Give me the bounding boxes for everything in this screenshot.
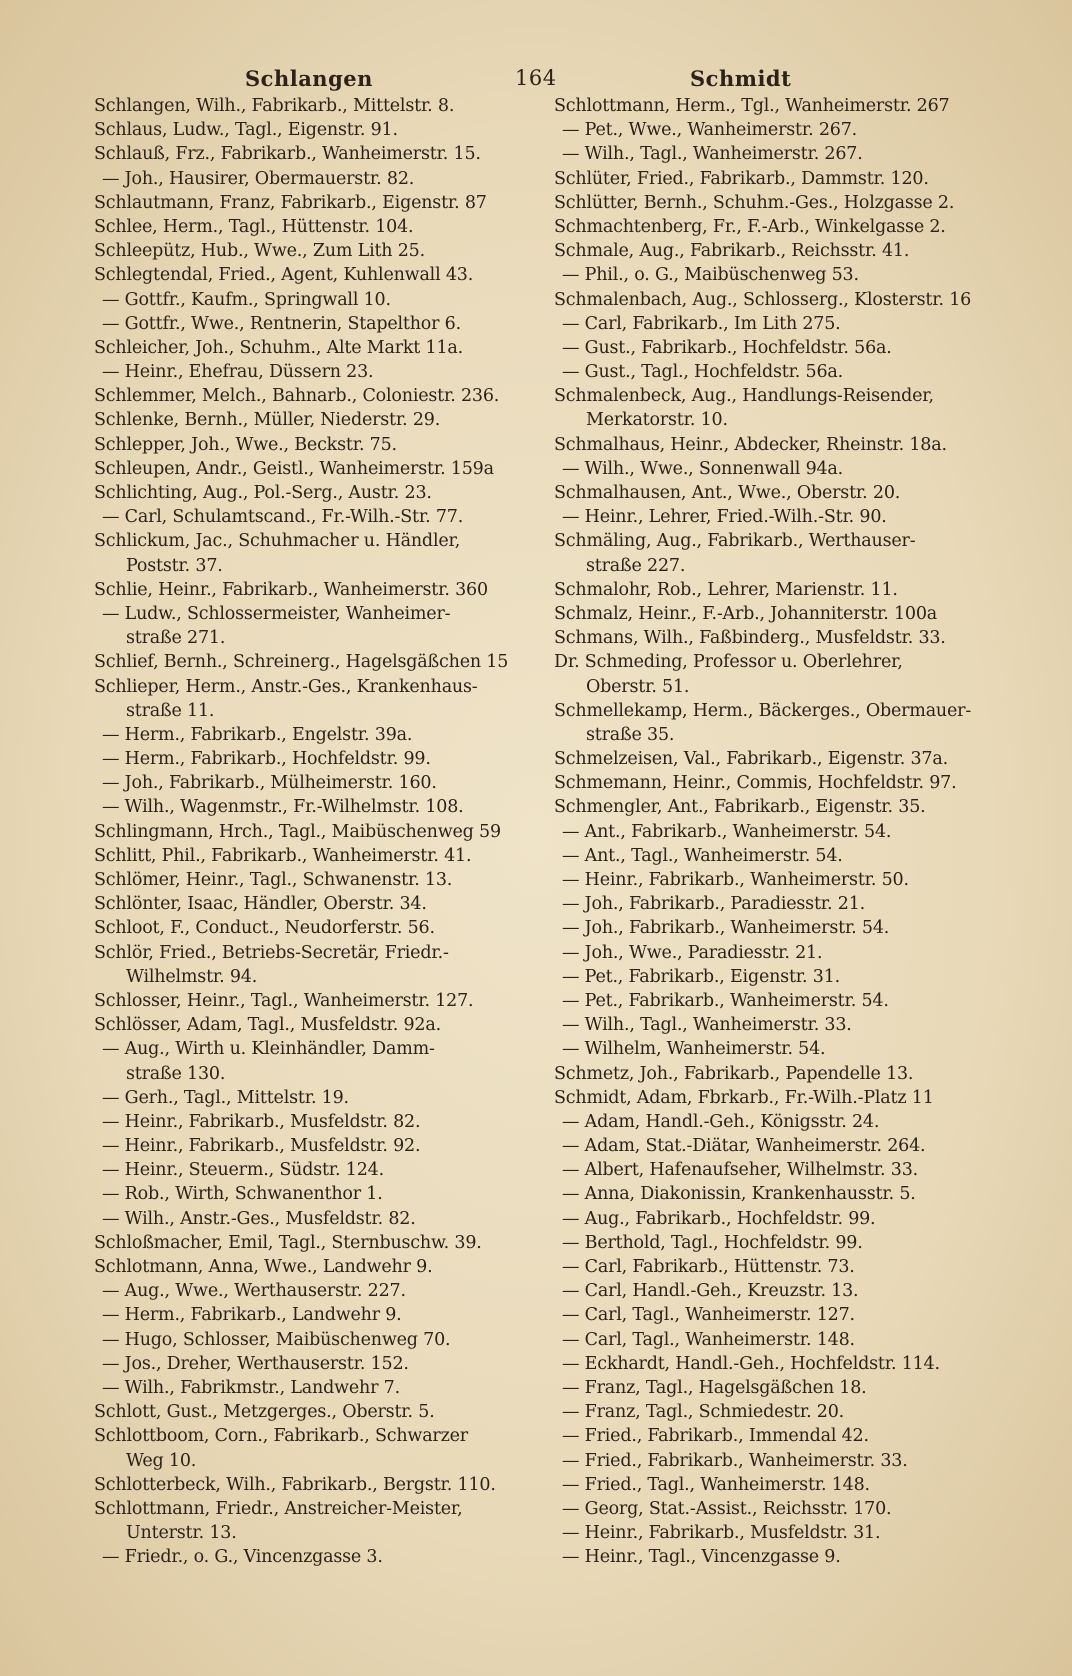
directory-entry: — Georg, Stat.-Assist., Reichsstr. 170. xyxy=(562,1498,892,1519)
directory-entry: Schlangen, Wilh., Fabrikarb., Mittelstr. 8. xyxy=(94,96,455,116)
directory-entry: — Jos., Dreher, Werthauserstr. 152. xyxy=(102,1353,409,1374)
directory-entry: — Heinr., Fabrikarb., Wanheimerstr. 50. xyxy=(562,870,909,890)
directory-entry: — Wilh., Wagenmstr., Fr.-Wilhelmstr. 108. xyxy=(102,797,464,818)
directory-entry: — Pet., Fabrikarb., Wanheimerstr. 54. xyxy=(562,990,889,1011)
directory-entry: Schmelzeisen, Val., Fabrikarb., Eigenstr. 37a. xyxy=(554,749,948,770)
directory-entry: — Adam, Stat.-Diätar, Wanheimerstr. 264. xyxy=(562,1136,926,1157)
directory-entry: — Heinr., Steuerm., Südstr. 124. xyxy=(102,1160,384,1181)
directory-entry: Schmengler, Ant., Fabrikarb., Eigenstr. 35. xyxy=(554,797,926,818)
directory-entry: Schlottboom, Corn., Fabrikarb., Schwarzer xyxy=(94,1426,468,1447)
directory-entry: Schmidt, Adam, Fbrkarb., Fr.-Wilh.-Platz 11 xyxy=(554,1087,934,1108)
directory-entry: — Heinr., Ehefrau, Düssern 23. xyxy=(102,362,374,383)
directory-entry-continuation: straße 11. xyxy=(126,700,215,721)
directory-entry: Schmellekamp, Herm., Bäckerges., Obermauer- xyxy=(554,700,972,721)
directory-entry: Schlütter, Bernh., Schuhm.-Ges., Holzgasse 2. xyxy=(554,192,955,213)
directory-entry: Schlepper, Joh., Wwe., Beckstr. 75. xyxy=(94,434,397,455)
directory-entry-continuation: straße 227. xyxy=(586,555,686,576)
directory-entry: — Adam, Handl.-Geh., Königsstr. 24. xyxy=(562,1111,880,1132)
directory-entry: Schlautmann, Franz, Fabrikarb., Eigenstr. 87 xyxy=(94,192,487,213)
directory-entry: — Aug., Wwe., Werthauserstr. 227. xyxy=(102,1281,406,1302)
left-column xyxy=(94,94,534,1569)
directory-entry: Schlotmann, Anna, Wwe., Landwehr 9. xyxy=(94,1257,433,1277)
directory-entry: Schlaus, Ludw., Tagl., Eigenstr. 91. xyxy=(94,120,398,141)
directory-entry: — Fried., Fabrikarb., Wanheimerstr. 33. xyxy=(562,1450,908,1471)
directory-entry: Schmalohr, Rob., Lehrer, Marienstr. 11. xyxy=(554,579,898,600)
directory-entry: — Gottfr., Wwe., Rentnerin, Stapelthor 6. xyxy=(102,313,461,334)
directory-entry: — Franz, Tagl., Schmiedestr. 20. xyxy=(562,1402,845,1423)
directory-entry: Schloot, F., Conduct., Neudorferstr. 56. xyxy=(94,918,435,939)
directory-entry: — Heinr., Lehrer, Fried.-Wilh.-Str. 90. xyxy=(562,507,887,528)
directory-entry: Schlickum, Jac., Schuhmacher u. Händler, xyxy=(94,531,461,552)
directory-entry: — Fried., Fabrikarb., Immendal 42. xyxy=(562,1426,869,1447)
directory-entry: — Carl, Fabrikarb., Hüttenstr. 73. xyxy=(562,1257,855,1277)
directory-entry: — Gust., Tagl., Hochfeldstr. 56a. xyxy=(562,362,843,383)
directory-entry: Schmäling, Aug., Fabrikarb., Werthauser- xyxy=(554,531,916,552)
directory-entry: — Carl, Schulamtscand., Fr.-Wilh.-Str. 77. xyxy=(102,507,464,528)
directory-entry: — Fried., Tagl., Wanheimerstr. 148. xyxy=(562,1474,870,1495)
directory-entry: — Pet., Wwe., Wanheimerstr. 267. xyxy=(562,120,857,141)
directory-entry: Schmetz, Joh., Fabrikarb., Papendelle 13. xyxy=(554,1063,914,1084)
directory-entry: — Joh., Fabrikarb., Paradiesstr. 21. xyxy=(562,894,865,915)
directory-entry: — Albert, Hafenaufseher, Wilhelmstr. 33. xyxy=(562,1160,918,1181)
directory-entry: — Rob., Wirth, Schwanenthor 1. xyxy=(102,1184,383,1205)
directory-entry: — Joh., Fabrikarb., Wanheimerstr. 54. xyxy=(562,918,890,939)
directory-entry-continuation: Merkatorstr. 10. xyxy=(586,410,728,431)
directory-entry: — Ludw., Schlossermeister, Wanheimer- xyxy=(102,603,451,624)
directory-entry: Schlotterbeck, Wilh., Fabrikarb., Bergstr. 110. xyxy=(94,1474,496,1495)
directory-entry: — Joh., Hausirer, Obermauerstr. 82. xyxy=(102,168,415,189)
directory-entry: Schmachtenberg, Fr., F.-Arb., Winkelgasse 2. xyxy=(554,216,946,237)
running-head-right: Schmidt xyxy=(690,66,792,91)
directory-entry: — Berthold, Tagl., Hochfeldstr. 99. xyxy=(562,1232,863,1253)
directory-entry: Schlüter, Fried., Fabrikarb., Dammstr. 120. xyxy=(554,168,929,189)
directory-entry: — Heinr., Fabrikarb., Musfeldstr. 92. xyxy=(102,1136,421,1157)
directory-entry: Schlief, Bernh., Schreinerg., Hagelsgäßchen 15 xyxy=(94,652,509,673)
directory-entry: — Joh., Wwe., Paradiesstr. 21. xyxy=(562,942,823,963)
directory-entry: — Wilh., Wwe., Sonnenwall 94a. xyxy=(562,458,844,479)
directory-entry: — Carl, Handl.-Geh., Kreuzstr. 13. xyxy=(562,1281,859,1302)
directory-entry-continuation: Oberstr. 51. xyxy=(586,676,690,697)
directory-entry: — Pet., Fabrikarb., Eigenstr. 31. xyxy=(562,966,840,987)
directory-entry: Schlenke, Bernh., Müller, Niederstr. 29. xyxy=(94,410,441,431)
directory-entry: Schmans, Wilh., Faßbinderg., Musfeldstr. 33. xyxy=(554,628,946,649)
directory-entry: — Hugo, Schlosser, Maibüschenweg 70. xyxy=(102,1329,451,1350)
directory-entry: Schmalhausen, Ant., Wwe., Oberstr. 20. xyxy=(554,483,901,503)
directory-entry: — Herm., Fabrikarb., Landwehr 9. xyxy=(102,1305,402,1326)
directory-entry: — Carl, Tagl., Wanheimerstr. 148. xyxy=(562,1329,855,1350)
directory-entry: Schmalenbach, Aug., Schlosserg., Klosterstr. 16 xyxy=(554,289,972,310)
directory-entry: Schlie, Heinr., Fabrikarb., Wanheimerstr. 360 xyxy=(94,579,488,600)
directory-entry: — Friedr., o. G., Vincenzgasse 3. xyxy=(102,1547,383,1568)
directory-entry: — Phil., o. G., Maibüschenweg 53. xyxy=(562,265,859,286)
directory-entry: Schlemmer, Melch., Bahnarb., Coloniestr. 236. xyxy=(94,386,500,407)
directory-entry: Schlichting, Aug., Pol.-Serg., Austr. 23. xyxy=(94,483,432,503)
directory-entry: — Wilh., Fabrikmstr., Landwehr 7. xyxy=(102,1377,400,1398)
directory-entry: — Herm., Fabrikarb., Engelstr. 39a. xyxy=(102,724,413,745)
directory-entry: — Gottfr., Kaufm., Springwall 10. xyxy=(102,289,391,310)
directory-entry: — Wilh., Tagl., Wanheimerstr. 267. xyxy=(562,144,863,165)
directory-entry: Schmalenbeck, Aug., Handlungs-Reisender, xyxy=(554,386,934,407)
directory-entry: — Heinr., Tagl., Vincenzgasse 9. xyxy=(562,1547,841,1568)
directory-entry: — Ant., Fabrikarb., Wanheimerstr. 54. xyxy=(562,821,892,842)
directory-entry: Schleupen, Andr., Geistl., Wanheimerstr. 159a xyxy=(94,458,494,479)
directory-entry: — Ant., Tagl., Wanheimerstr. 54. xyxy=(562,845,843,866)
right-column xyxy=(554,94,994,1569)
directory-entry: Schlör, Fried., Betriebs-Secretär, Friedr.- xyxy=(94,942,449,963)
directory-entry: Schlauß, Frz., Fabrikarb., Wanheimerstr. 15. xyxy=(94,144,481,165)
directory-entry: Schlönter, Isaac, Händler, Oberstr. 34. xyxy=(94,894,427,915)
directory-entry-continuation: Poststr. 37. xyxy=(126,555,223,576)
directory-entry: — Carl, Tagl., Wanheimerstr. 127. xyxy=(562,1305,855,1326)
directory-entry-continuation: Weg 10. xyxy=(126,1450,197,1471)
directory-entry: — Joh., Fabrikarb., Mülheimerstr. 160. xyxy=(102,773,437,794)
page-number: 164 xyxy=(515,66,557,90)
directory-entry: — Herm., Fabrikarb., Hochfeldstr. 99. xyxy=(102,749,431,770)
directory-entry: Schlee, Herm., Tagl., Hüttenstr. 104. xyxy=(94,216,414,237)
directory-entry: — Heinr., Fabrikarb., Musfeldstr. 31. xyxy=(562,1523,881,1544)
directory-entry: Schlegtendal, Fried., Agent, Kuhlenwall 43. xyxy=(94,265,474,286)
directory-entry: — Aug., Fabrikarb., Hochfeldstr. 99. xyxy=(562,1208,876,1229)
directory-entry: Schlosser, Heinr., Tagl., Wanheimerstr. 127. xyxy=(94,990,474,1011)
directory-entry: Schleicher, Joh., Schuhm., Alte Markt 11a. xyxy=(94,337,463,358)
directory-entry: — Eckhardt, Handl.-Geh., Hochfeldstr. 114. xyxy=(562,1353,940,1374)
directory-entry: — Wilhelm, Wanheimerstr. 54. xyxy=(562,1039,826,1060)
directory-entry: Schloßmacher, Emil, Tagl., Sternbuschw. 39. xyxy=(94,1232,482,1253)
directory-entry: Dr. Schmeding, Professor u. Oberlehrer, xyxy=(554,652,903,673)
directory-entry: — Anna, Diakonissin, Krankenhausstr. 5. xyxy=(562,1184,916,1205)
running-head-left: Schlangen xyxy=(245,66,373,91)
directory-entry: Schlott, Gust., Metzgerges., Oberstr. 5. xyxy=(94,1402,435,1423)
directory-entry: — Wilh., Anstr.-Ges., Musfeldstr. 82. xyxy=(102,1208,416,1229)
directory-entry-continuation: straße 130. xyxy=(126,1063,226,1084)
directory-entry: — Carl, Fabrikarb., Im Lith 275. xyxy=(562,313,841,334)
directory-entry: Schmalz, Heinr., F.-Arb., Johanniterstr. 100a xyxy=(554,603,937,624)
directory-entry: Schlottmann, Friedr., Anstreicher-Meister, xyxy=(94,1498,463,1519)
directory-entry: Schlömer, Heinr., Tagl., Schwanenstr. 13. xyxy=(94,870,453,890)
directory-entry-continuation: Wilhelmstr. 94. xyxy=(126,966,258,987)
directory-entry: Schmemann, Heinr., Commis, Hochfeldstr. 97. xyxy=(554,773,957,794)
directory-entry: Schlingmann, Hrch., Tagl., Maibüschenweg 59 xyxy=(94,821,501,842)
directory-entry-continuation: straße 35. xyxy=(586,724,675,745)
directory-entry: — Gerh., Tagl., Mittelstr. 19. xyxy=(102,1087,349,1108)
directory-entry: Schlösser, Adam, Tagl., Musfeldstr. 92a. xyxy=(94,1015,441,1036)
directory-entry: Schleepütz, Hub., Wwe., Zum Lith 25. xyxy=(94,241,425,262)
directory-entry: — Heinr., Fabrikarb., Musfeldstr. 82. xyxy=(102,1111,421,1132)
directory-entry: — Gust., Fabrikarb., Hochfeldstr. 56a. xyxy=(562,337,892,358)
directory-entry-continuation: Unterstr. 13. xyxy=(126,1523,237,1544)
directory-entry: Schlieper, Herm., Anstr.-Ges., Krankenhaus- xyxy=(94,676,478,697)
directory-entry: — Franz, Tagl., Hagelsgäßchen 18. xyxy=(562,1377,867,1398)
directory-entry: Schlitt, Phil., Fabrikarb., Wanheimerstr. 41. xyxy=(94,845,472,866)
directory-entry: — Wilh., Tagl., Wanheimerstr. 33. xyxy=(562,1015,852,1036)
directory-entry: Schmale, Aug., Fabrikarb., Reichsstr. 41. xyxy=(554,241,910,262)
directory-entry: Schlottmann, Herm., Tgl., Wanheimerstr. 267 xyxy=(554,96,950,116)
directory-entry: — Aug., Wirth u. Kleinhändler, Damm- xyxy=(102,1039,435,1060)
directory-entry: Schmalhaus, Heinr., Abdecker, Rheinstr. 18a. xyxy=(554,434,947,455)
directory-entry-continuation: straße 271. xyxy=(126,628,226,649)
